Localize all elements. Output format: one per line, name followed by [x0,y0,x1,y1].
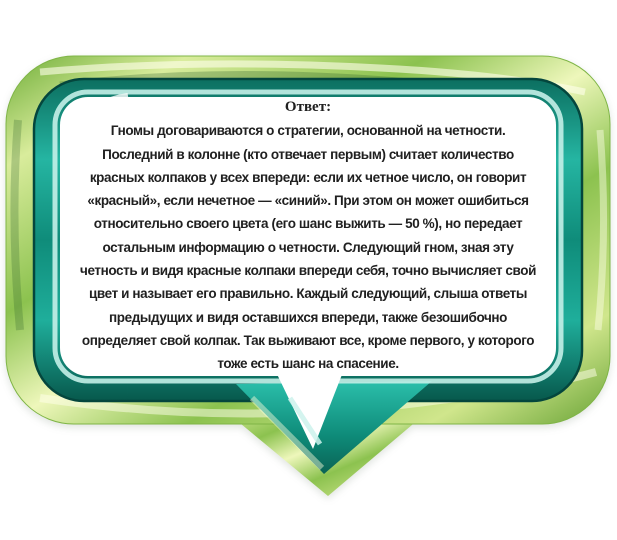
answer-line: относительно своего цвета (его шанс выжить — 50 %), но передает [93,216,523,232]
answer-line: Гномы договариваются о стратегии, основанной на четности. [110,123,506,139]
answer-line: «красный», если нечетное — «синий». При этом он может ошибиться [87,193,529,209]
answer-line: определяет свой колпак. Так выживают все, кроме первого, у которого [81,332,535,348]
answer-line: тоже есть шанс на спасение. [217,356,399,372]
answer-line: четность и видя красные колпаки впереди себя, точно вычисляет свой [80,263,536,279]
answer-line: Последний в колонне (кто отвечает первым) считает количество [102,146,514,162]
answer-line: красных колпаков у всех впереди: если их четное число, он говорит [89,169,527,185]
answer-line: предыдущих и видя оставшихся впереди, также безошибочно [108,309,508,325]
answer-title: Ответ: [284,99,332,115]
answer-text-block [58,96,558,376]
answer-line: цвет и называет его правильно. Каждый следующий, слыша ответы [89,286,527,302]
answer-line: остальным информацию о четности. Следующий гном, зная эту [102,239,514,255]
